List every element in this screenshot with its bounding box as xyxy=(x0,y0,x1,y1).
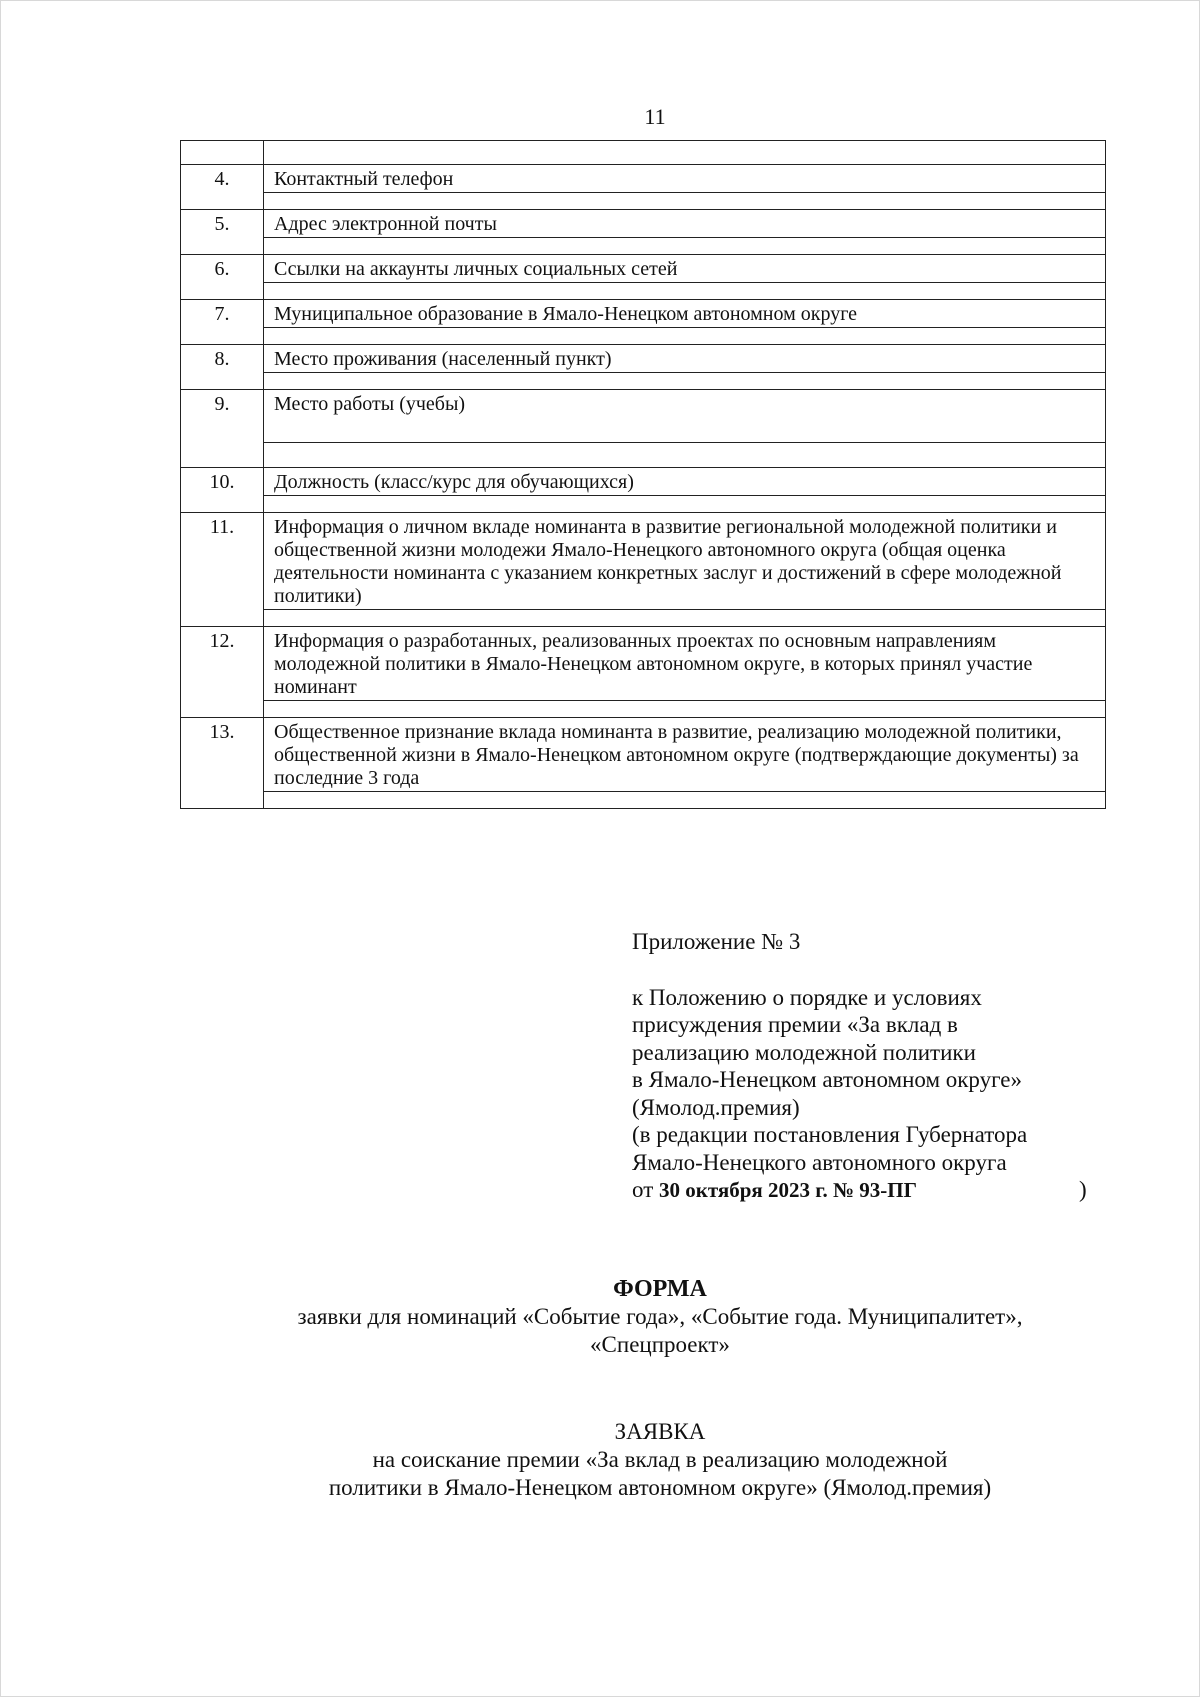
row-number xyxy=(181,141,263,144)
page-number: 11 xyxy=(644,104,666,129)
row-label: Должность (класс/курс для обучающихся) xyxy=(264,468,1106,496)
row-number-cell xyxy=(181,165,264,210)
table-row xyxy=(181,390,1106,443)
zayavka-title: ЗАЯВКА xyxy=(614,1419,706,1444)
appendix-line: присуждения премии «За вклад в xyxy=(632,1012,958,1037)
row-number: 7. xyxy=(214,303,230,325)
date-closing-paren: ) xyxy=(1079,1177,1087,1202)
row-number: 4. xyxy=(214,168,230,190)
appendix-line: Ямало-Ненецкого автономного округа xyxy=(632,1149,1007,1175)
answer-row xyxy=(181,283,1106,300)
table-row xyxy=(181,627,1106,701)
row-number: 9. xyxy=(214,393,230,415)
row-label: Общественное признание вклада номинанта в развитие, реализацию молодежной политики, общественной жизни в Ямало-Ненецком автономном округе (подтверждающие документы) за последние 3 года xyxy=(264,718,1106,792)
appendix-title: Приложение № 3 xyxy=(632,929,801,954)
row-number-cell xyxy=(181,141,264,165)
row-number: 13. xyxy=(209,721,235,743)
answer-cell xyxy=(264,238,1106,255)
row-number: 12. xyxy=(209,630,235,652)
appendix-line: в Ямало-Ненецком автономном округе» xyxy=(632,1067,1022,1092)
table-row xyxy=(181,165,1106,193)
row-label: Место работы (учебы) xyxy=(264,390,1106,443)
row-number-cell xyxy=(181,345,264,390)
answer-cell xyxy=(264,193,1106,210)
row-label: Муниципальное образование в Ямало-Ненецком автономном округе xyxy=(264,300,1106,328)
appendix-line: (в редакции постановления Губернатора xyxy=(632,1122,1028,1147)
row-number-cell xyxy=(181,390,264,468)
appendix-line: реализацию молодежной политики xyxy=(632,1039,976,1065)
zayavka-block xyxy=(200,1418,1120,1502)
table-row xyxy=(181,468,1106,496)
answer-cell xyxy=(264,328,1106,345)
row-number: 6. xyxy=(214,258,230,280)
table-row xyxy=(181,210,1106,238)
appendix-line: (Ямолод.премия) xyxy=(632,1094,800,1120)
answer-row xyxy=(181,610,1106,627)
row-label xyxy=(264,141,1106,165)
row-number: 10. xyxy=(209,471,235,493)
row-label: Адрес электронной почты xyxy=(264,210,1106,238)
row-label: Контактный телефон xyxy=(264,165,1106,193)
row-number-cell xyxy=(181,300,264,345)
table-row xyxy=(181,141,1106,165)
row-number-cell xyxy=(181,513,264,627)
row-number-cell xyxy=(181,627,264,718)
appendix-line: к Положению о порядке и условиях xyxy=(632,984,982,1010)
forma-block xyxy=(200,1275,1120,1359)
table-row xyxy=(181,718,1106,792)
date-prefix: от xyxy=(632,1177,654,1202)
row-label: Информация о разработанных, реализованных проектах по основным направлениям молодежной политики в Ямало-Ненецком автономном округе, в которых принял участие номинант xyxy=(264,627,1106,701)
forma-line: заявки для номинаций «Событие года», «Событие года. Муниципалитет», xyxy=(297,1304,1023,1329)
row-label: Информация о личном вкладе номинанта в развитие региональной молодежной политики и общественной жизни молодежи Ямало-Ненецкого автономного округа (общая оценка деятельности номинанта с указанием конкретных заслуг и достижений в сфере молодежной политики) xyxy=(264,513,1106,610)
forma-title: ФОРМА xyxy=(613,1276,707,1302)
row-number-cell xyxy=(181,255,264,300)
table-row xyxy=(181,513,1106,610)
table-row xyxy=(181,345,1106,373)
nominee-info-table xyxy=(180,140,1106,809)
row-number-cell xyxy=(181,718,264,809)
appendix-date-line xyxy=(632,1176,1087,1205)
row-number: 8. xyxy=(214,348,230,370)
answer-cell xyxy=(264,373,1106,390)
row-number: 11. xyxy=(209,516,235,538)
row-number-cell xyxy=(181,468,264,513)
answer-cell xyxy=(264,792,1106,809)
answer-row xyxy=(181,496,1106,513)
answer-row xyxy=(181,373,1106,390)
answer-row xyxy=(181,701,1106,718)
row-label: Место проживания (населенный пункт) xyxy=(264,345,1106,373)
answer-cell xyxy=(264,701,1106,718)
row-number-cell xyxy=(181,210,264,255)
row-number: 5. xyxy=(214,213,230,235)
answer-cell xyxy=(264,283,1106,300)
forma-line: «Спецпроект» xyxy=(590,1332,730,1357)
answer-cell xyxy=(264,496,1106,513)
answer-row xyxy=(181,238,1106,255)
answer-row xyxy=(181,443,1106,468)
appendix-header xyxy=(632,928,1087,1205)
table-row xyxy=(181,255,1106,283)
resolution-date: 30 октября 2023 г. № 93-ПГ xyxy=(659,1178,917,1202)
answer-cell xyxy=(264,610,1106,627)
answer-cell xyxy=(264,443,1106,468)
row-label: Ссылки на аккаунты личных социальных сетей xyxy=(264,255,1106,283)
zayavka-line: политики в Ямало-Ненецком автономном округе» (Ямолод.премия) xyxy=(328,1475,992,1500)
zayavka-line: на соискание премии «За вклад в реализацию молодежной xyxy=(372,1447,948,1472)
answer-row xyxy=(181,792,1106,809)
answer-row xyxy=(181,193,1106,210)
table-row xyxy=(181,300,1106,328)
answer-row xyxy=(181,328,1106,345)
